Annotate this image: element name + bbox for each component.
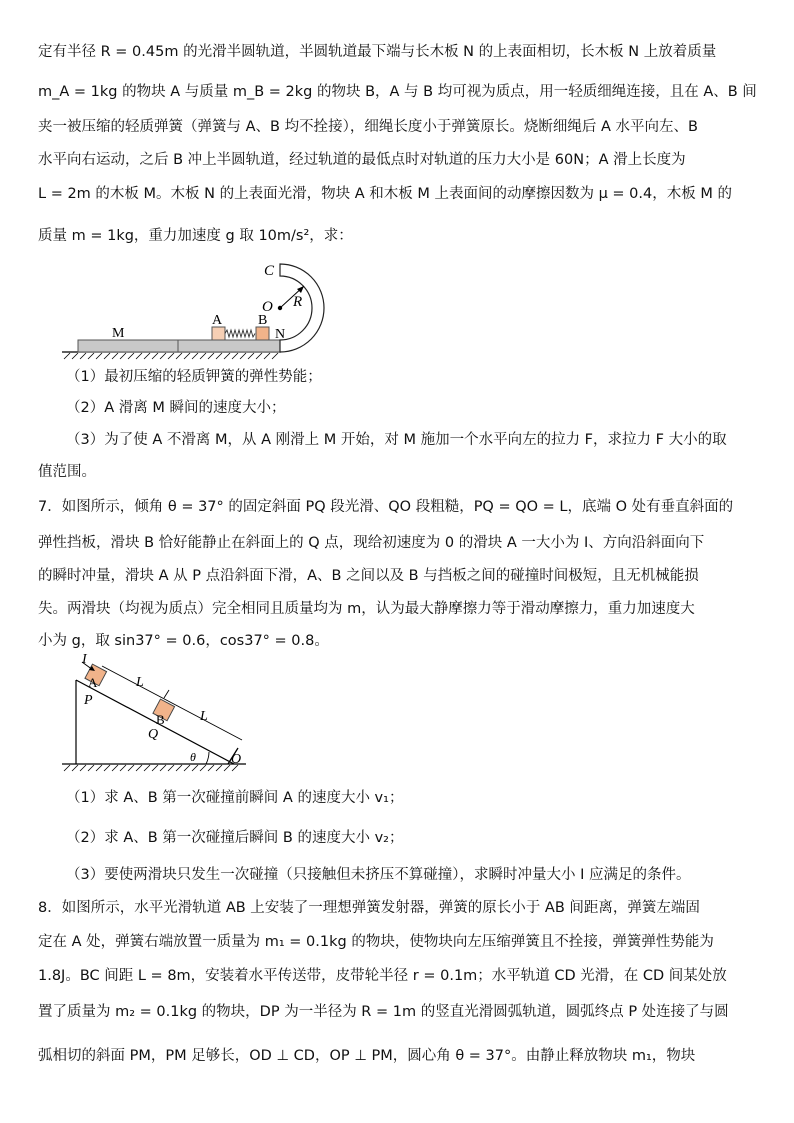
incline-surface: [76, 680, 234, 764]
label-theta: θ: [190, 750, 196, 764]
ground-hatch: [64, 353, 278, 359]
board-n: [178, 340, 280, 352]
label-m: M: [112, 326, 125, 341]
text-line: 水平向右运动，之后 B 冲上半圆轨道，经过轨道的最低点时对轨道的压力大小是 60N；A 滑上长度为: [38, 152, 686, 168]
text-line: L = 2m 的木板 M。木板 N 的上表面光滑，物块 A 和木板 M 上表面间的动摩擦因数为 μ = 0.4，木板 M 的: [38, 186, 732, 202]
text-line: 的瞬时冲量，滑块 A 从 P 点沿斜面下滑，A、B 之间以及 B 与挡板之间的碰撞时间极短，且无机械能损: [38, 568, 699, 584]
text-line: 夹一被压缩的轻质弹簧（弹簧与 A、B 均不拴接），细绳长度小于弹簧原长。烧断细绳后 A 水平向左、B: [38, 119, 698, 135]
text-line: 小为 g，取 sin37° = 0.6，cos37° = 0.8。: [38, 633, 329, 649]
dimension-tick: [164, 690, 169, 698]
label-o: O: [262, 299, 273, 315]
question-item: （2）A 滑离 M 瞬间的速度大小；: [66, 400, 286, 416]
question-item: （1）求 A、B 第一次碰撞前瞬间 A 的速度大小 v₁；: [66, 790, 404, 806]
question-item: （2）求 A、B 第一次碰撞后瞬间 B 的速度大小 v₂；: [66, 830, 404, 846]
label-l2: L: [200, 709, 208, 724]
text-line: 置了质量为 m₂ = 0.1kg 的物块，DP 为一半径为 R = 1m 的竖直光滑圆弧轨道，圆弧终点 P 处连接了与圆: [38, 1004, 729, 1020]
label-b: B: [258, 313, 268, 328]
text-line: 弹性挡板，滑块 B 恰好能静止在斜面上的 Q 点，现给初速度为 0 的滑块 A 一大小为 I、方向沿斜面向下: [38, 535, 705, 551]
label-l1: L: [136, 675, 144, 690]
text-line: 1.8J。BC 间距 L = 8m，安装着水平传送带，皮带轮半径 r = 0.1m；水平轨道 CD 光滑，在 CD 间某处放: [38, 968, 727, 984]
question-item: （3）为了使 A 不滑离 M，从 A 刚滑上 M 开始，对 M 施加一个水平向左的拉力 F，求拉力 F 大小的取: [66, 432, 727, 448]
text-line: 定有半径 R = 0.45m 的光滑半圆轨道，半圆轨道最下端与长木板 N 的上表面相切，长木板 N 上放着质量: [38, 44, 717, 60]
angle-arc: [206, 752, 209, 764]
board-m: [78, 340, 178, 352]
label-o: O: [231, 752, 242, 767]
label-q: Q: [148, 727, 159, 742]
block-a: [212, 327, 225, 340]
question-item: （3）要使两滑块只发生一次碰撞（只接触但未挤压不算碰撞），求瞬时冲量大小 I 应满足的条件。: [66, 867, 691, 883]
text-line: 定在 A 处，弹簧右端放置一质量为 m₁ = 0.1kg 的物块，使物块向左压缩弹簧且不拴接，弹簧弹性势能为: [38, 934, 714, 950]
dimension-line: [102, 666, 242, 740]
label-r: R: [293, 294, 303, 310]
ground-hatch: [64, 765, 238, 771]
text-line: 质量 m = 1kg，重力加速度 g 取 10m/s²，求：: [38, 228, 353, 244]
label-i: I: [82, 654, 87, 667]
label-c: C: [264, 263, 275, 279]
text-line: m_A = 1kg 的物块 A 与质量 m_B = 2kg 的物块 B，A 与 B 均可视为质点，用一轻质细绳连接，且在 A、B 间: [38, 84, 757, 100]
label-n: N: [275, 327, 286, 342]
text-line: 8．如图所示，水平光滑轨道 AB 上安装了一理想弹簧发射器，弹簧的原长小于 AB 间距离，弹簧左端固: [38, 900, 700, 916]
text-line: 7．如图所示，倾角 θ = 37° 的固定斜面 PQ 段光滑、QO 段粗糙，PQ = QO = L，底端 O 处有垂直斜面的: [38, 499, 734, 515]
text-line: 弧相切的斜面 PM，PM 足够长，OD ⊥ CD，OP ⊥ PM，圆心角 θ = 37°。由静止释放物块 m₁，物块: [38, 1048, 696, 1064]
question-item: 值范围。: [38, 464, 96, 480]
label-b: B: [156, 712, 165, 727]
block-b: [256, 327, 269, 340]
label-a: A: [88, 675, 98, 690]
label-a: A: [212, 313, 223, 328]
incline-figure: [56, 654, 266, 774]
spring: [225, 330, 255, 337]
label-p: P: [84, 693, 93, 708]
text-line: 失。两滑块（均视为质点）完全相同且质量均为 m，认为最大静摩擦力等于滑动摩擦力，重力加速度大: [38, 601, 695, 617]
question-item: （1）最初压缩的轻质钾簧的弹性势能；: [66, 369, 322, 385]
track-figure: [56, 256, 346, 361]
